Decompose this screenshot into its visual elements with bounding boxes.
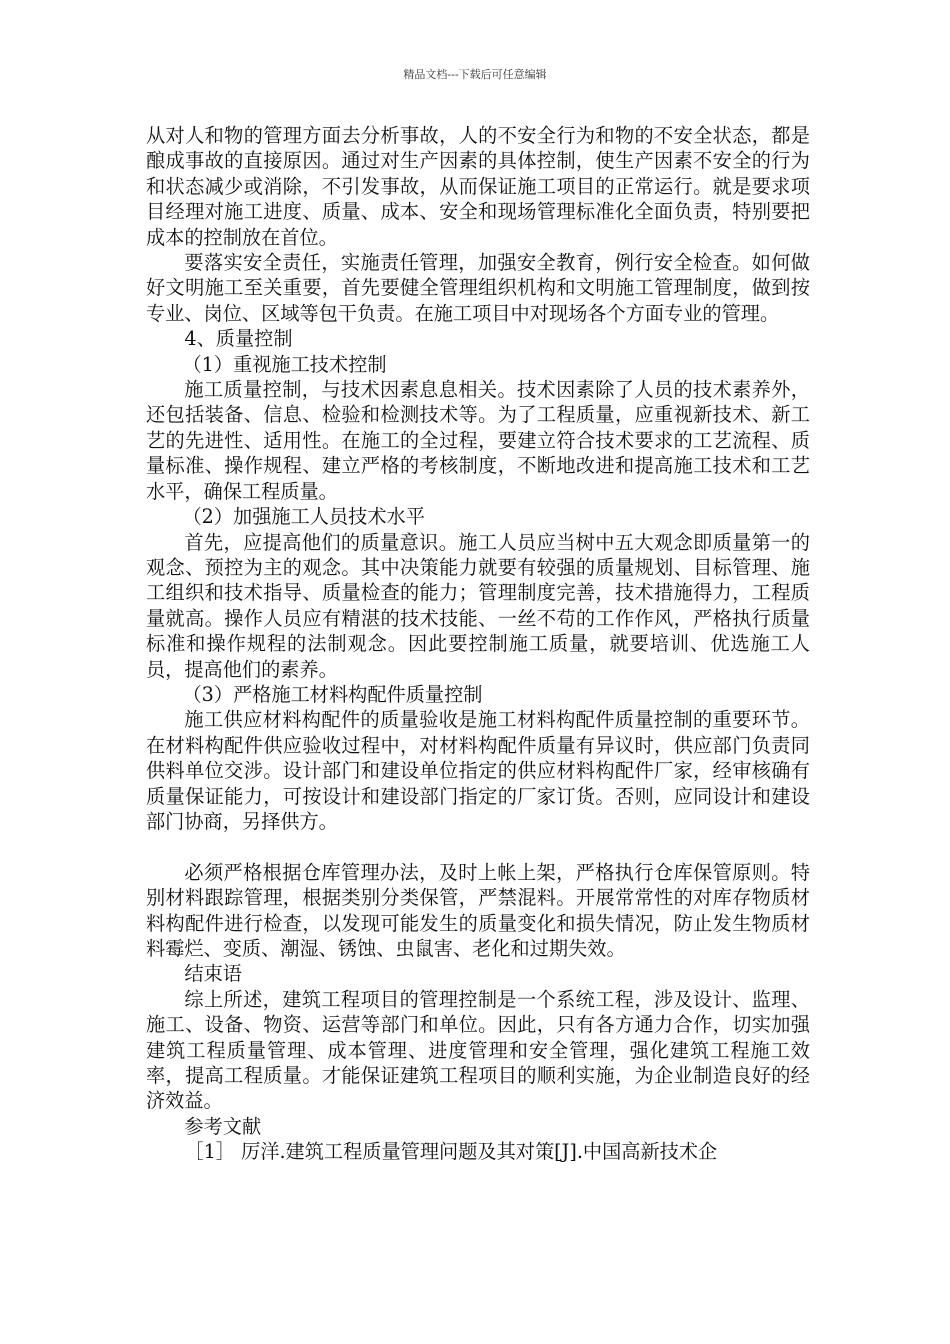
paragraph-technical-control: 施工质量控制，与技术因素息息相关。技术因素除了人员的技术素养外，还包括装备、信息、检验和检测技术等。为了工程质量，应重视新技术、新工艺的先进性、适用性。在施工的全过程，要建立符合技术要求的工艺流程、质量标准、操作规程、建立严格的考核制度，不断地改进和提高施工技术和工艺水平，确保工程质量。 [146,378,810,503]
document-body [146,123,810,1165]
paragraph-safety-responsibility: 要落实安全责任，实施责任管理，加强安全教育，例行安全检查。如何做好文明施工至关重要，首先要健全管理组织机构和文明施工管理制度，做到按专业、岗位、区域等包干负责。在施工项目中对现场各个方面专业的管理。 [146,251,810,325]
section-heading-quality-control: 4、质量控制 [184,327,293,351]
paragraph-spacer [146,834,810,859]
subheading-technical-control: （1）重视施工技术控制 [182,352,387,376]
paragraph-material-acceptance: 施工供应材料构配件的质量验收是施工材料构配件质量控制的重要环节。在材料构配件供应验收过程中，对材料构配件质量有异议时，供应部门负责同供料单位交涉。设计部门和建设单位指定的供应材料构配件厂家，经审核确有质量保证能力，可按设计和建设部门指定的厂家订货。否则，应同设计和建设部门协商，另择供方。 [146,708,810,833]
section-heading-references: 参考文献 [184,1114,262,1138]
paragraph-warehouse-management: 必须严格根据仓库管理办法，及时上帐上架，严格执行仓库保管原则。特别材料跟踪管理，根据类别分类保管，严禁混料。开展常常性的对库存物质材料构配件进行检查，以发现可能发生的质量变化和损失情况，防止发生物质材料霉烂、变质、潮湿、锈蚀、虫鼠害、老化和过期失效。 [146,860,810,960]
reference-item: ［1］ 厉洋.建筑工程质量管理问题及其对策[J].中国高新技术企 [184,1140,718,1164]
section-heading-conclusion: 结束语 [184,962,242,986]
subheading-staff-skill: （2）加强施工人员技术水平 [182,505,425,529]
subheading-material-control: （3）严格施工材料构配件质量控制 [182,682,483,706]
paragraph-accident-analysis: 从对人和物的管理方面去分析事故，人的不安全行为和物的不安全状态，都是酿成事故的直接原因。通过对生产因素的具体控制，使生产因素不安全的行为和状态减少或消除，不引发事故，从而保证施工项目的正常运行。就是要求项目经理对施工进度、质量、成本、安全和现场管理标准化全面负责，特别要把成本的控制放在首位。 [146,124,810,249]
page-header: 精品文档---下载后可任意编辑 [403,68,547,81]
paragraph-staff-skill: 首先，应提高他们的质量意识。施工人员应当树中五大观念即质量第一的观念、预控为主的观念。其中决策能力就要有较强的质量规划、目标管理、施工组织和技术指导、质量检查的能力；管理制度完善，技术措施得力，工程质量就高。操作人员应有精湛的技术技能、一丝不苟的工作作风，严格执行质量标准和操作规程的法制观念。因此要控制施工质量，就要培训、优选施工人员，提高他们的素养。 [146,530,810,681]
paragraph-conclusion: 综上所述，建筑工程项目的管理控制是一个系统工程，涉及设计、监理、施工、设备、物资、运营等部门和单位。因此，只有各方通力合作，切实加强建筑工程质量管理、成本管理、进度管理和安全管理，强化建筑工程施工效率，提高工程质量。才能保证建筑工程项目的顺利实施，为企业制造良好的经济效益。 [146,987,810,1113]
